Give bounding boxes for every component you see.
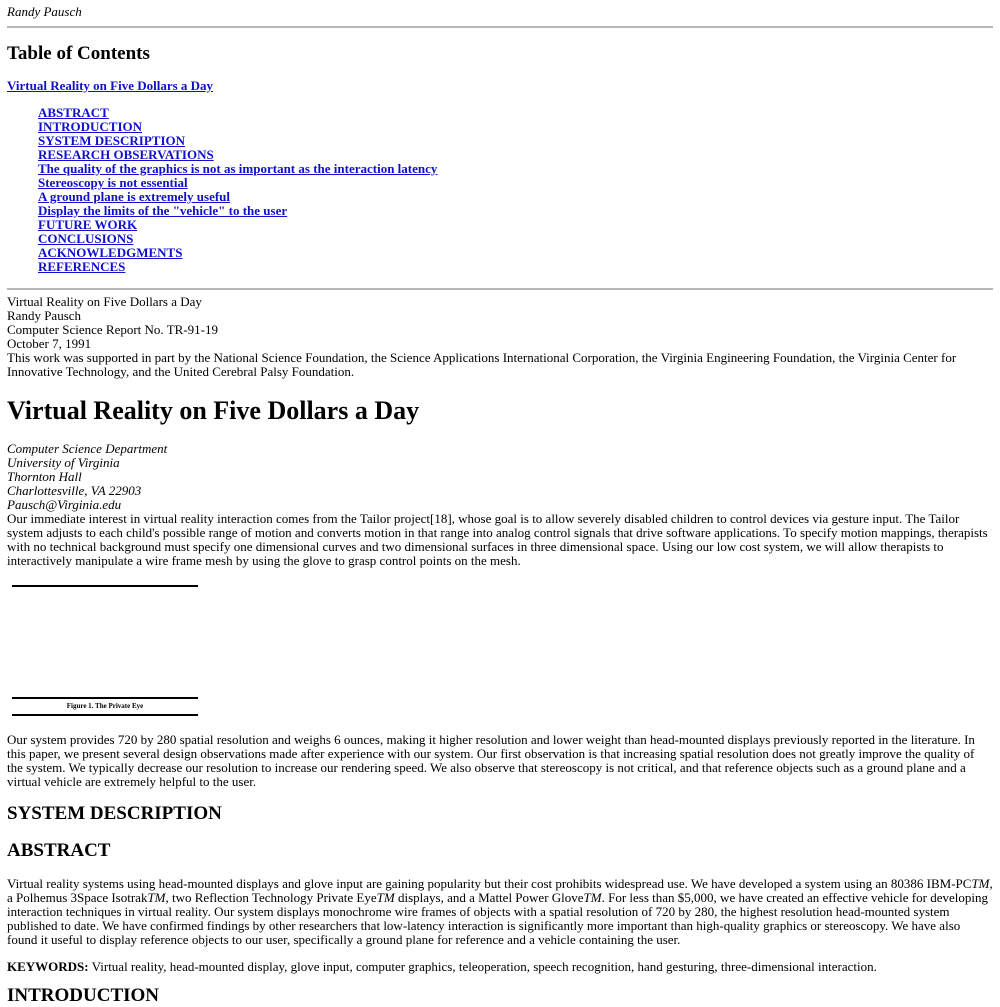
heading-abstract: ABSTRACT (7, 840, 111, 861)
report-metadata (7, 295, 993, 379)
affiliation-city: Charlottesville, VA 22903 (7, 483, 142, 498)
heading-system-description: SYSTEM DESCRIPTION (7, 803, 222, 824)
toc-main-link[interactable]: Virtual Reality on Five Dollars a Day (7, 78, 214, 93)
figure-caption: Figure 1. The Private Eye (66, 702, 144, 710)
toc-main-link-wrapper (7, 79, 213, 93)
keywords-text: Virtual reality, head-mounted display, glove input, computer graphics, teleoperation, speech recognition, hand gesturing, three-dimensional interaction. (88, 959, 877, 974)
toc-item (38, 134, 437, 148)
meta-support: This work was supported in part by the National Science Foundation, the Science Applications International Corporation, the Virginia Engineering Foundation, the Virginia Center for Innovative Technology, and the United Cerebral Palsy Foundation. (7, 350, 957, 379)
toc-item (38, 176, 437, 190)
affiliation-building: Thornton Hall (7, 469, 82, 484)
divider (7, 26, 993, 28)
toc-link-system-description[interactable]: SYSTEM DESCRIPTION (38, 133, 186, 148)
keywords-line (7, 960, 993, 974)
trademark-mark: TM (971, 876, 990, 891)
toc-item (38, 260, 437, 274)
divider (7, 288, 993, 290)
toc-list (38, 106, 437, 274)
toc-item (38, 218, 437, 232)
affiliation-university: University of Virginia (7, 455, 120, 470)
toc-link-vehicle-limits[interactable]: Display the limits of the "vehicle" to the user (38, 203, 288, 218)
toc-item (38, 106, 437, 120)
system-paragraph: Our system provides 720 by 280 spatial resolution and weighs 6 ounces, making it higher resolution and lower weight than head-mounted displays previously reported in the literature. In this paper, we present several design observations made after experience with our system. Our first observation is that increasing spatial resolution does not greatly improve the quality of the system. We typically decrease our resolution to increase our rendering speed. We also observe that stereoscopy is not critical, and that reference objects such as a ground plane and a virtual vehicle are extremely helpful to the user. (7, 732, 975, 789)
abstract-text: displays, and a Mattel Power Glove (394, 890, 584, 905)
heading-introduction: INTRODUCTION (7, 985, 160, 1006)
toc-link-ground-plane[interactable]: A ground plane is extremely useful (38, 189, 231, 204)
toc-item (38, 120, 437, 134)
toc-link-stereoscopy[interactable]: Stereoscopy is not essential (38, 175, 188, 190)
article-title: Virtual Reality on Five Dollars a Day (7, 396, 420, 425)
header-author: Randy Pausch (7, 4, 82, 19)
meta-title: Virtual Reality on Five Dollars a Day (7, 294, 202, 309)
abstract-text: Virtual reality systems using head-mounted displays and glove input are gaining popularity but their cost prohibits widespread use. We have developed a system using an 80386 IBM-PC (7, 876, 972, 891)
meta-date: October 7, 1991 (7, 336, 92, 351)
toc-link-abstract[interactable]: ABSTRACT (38, 105, 109, 120)
abstract-text: , a Polhemus 3Space Isotrak (7, 876, 993, 905)
abstract-text: , two Reflection Technology Private Eye (165, 890, 377, 905)
toc-link-research-observations[interactable]: RESEARCH OBSERVATIONS (38, 147, 214, 162)
affiliation-department: Computer Science Department (7, 441, 168, 456)
toc-link-future-work[interactable]: FUTURE WORK (38, 217, 138, 232)
toc-item (38, 204, 437, 218)
toc-link-graphics-quality[interactable]: The quality of the graphics is not as important as the interaction latency (38, 161, 438, 176)
toc-link-conclusions[interactable]: CONCLUSIONS (38, 231, 134, 246)
toc-item (38, 190, 437, 204)
trademark-mark: TM (147, 890, 166, 905)
keywords-label: KEYWORDS: (7, 959, 89, 974)
meta-author: Randy Pausch (7, 308, 82, 323)
figure-private-eye (12, 585, 198, 717)
affiliation-email: Pausch@Virginia.edu (7, 497, 122, 512)
author-affiliation (7, 442, 167, 512)
intro-paragraph: Our immediate interest in virtual reality interaction comes from the Tailor project[18], whose goal is to allow severely disabled children to control devices via gesture input. The Tailor system adjusts to each child's possible range of motion and converts motion in that range into analog control signals that drive software applications. To specify motion mappings, therapists with no technical background must specify one dimensional curves and two dimensional surfaces in three dimensional space. Using our low cost system, we will allow therapists to interactively manipulate a wire frame mesh by using the glove to grasp control points on the mesh. (7, 511, 988, 568)
abstract-paragraph (7, 877, 993, 947)
trademark-mark: TM (583, 890, 602, 905)
trademark-mark: TM (376, 890, 395, 905)
toc-link-introduction[interactable]: INTRODUCTION (38, 119, 143, 134)
toc-item (38, 148, 437, 162)
toc-item (38, 232, 437, 246)
toc-link-acknowledgments[interactable]: ACKNOWLEDGMENTS (38, 245, 183, 260)
figure-caption-rule-top (12, 697, 198, 699)
figure-caption-rule-bottom (12, 714, 198, 716)
figure-top-rule (12, 585, 198, 587)
toc-heading: Table of Contents (7, 43, 150, 64)
toc-link-references[interactable]: REFERENCES (38, 259, 126, 274)
toc-item (38, 162, 437, 176)
meta-report-number: Computer Science Report No. TR-91-19 (7, 322, 218, 337)
toc-item (38, 246, 437, 260)
abstract-text: . For less than $5,000, we have created an effective vehicle for developing interaction techniques in virtual reality. Our system displays monochrome wire frames of objects with a spatial resolution of 720 by 280, the highest resolution head-mounted system published to date. We have confirmed findings by other researchers that low-latency interaction is significantly more important than high-quality graphics or stereoscopy. We have also found it useful to display reference objects to our user, specifically a ground plane for reference and a vehicle containing the user. (7, 890, 988, 947)
